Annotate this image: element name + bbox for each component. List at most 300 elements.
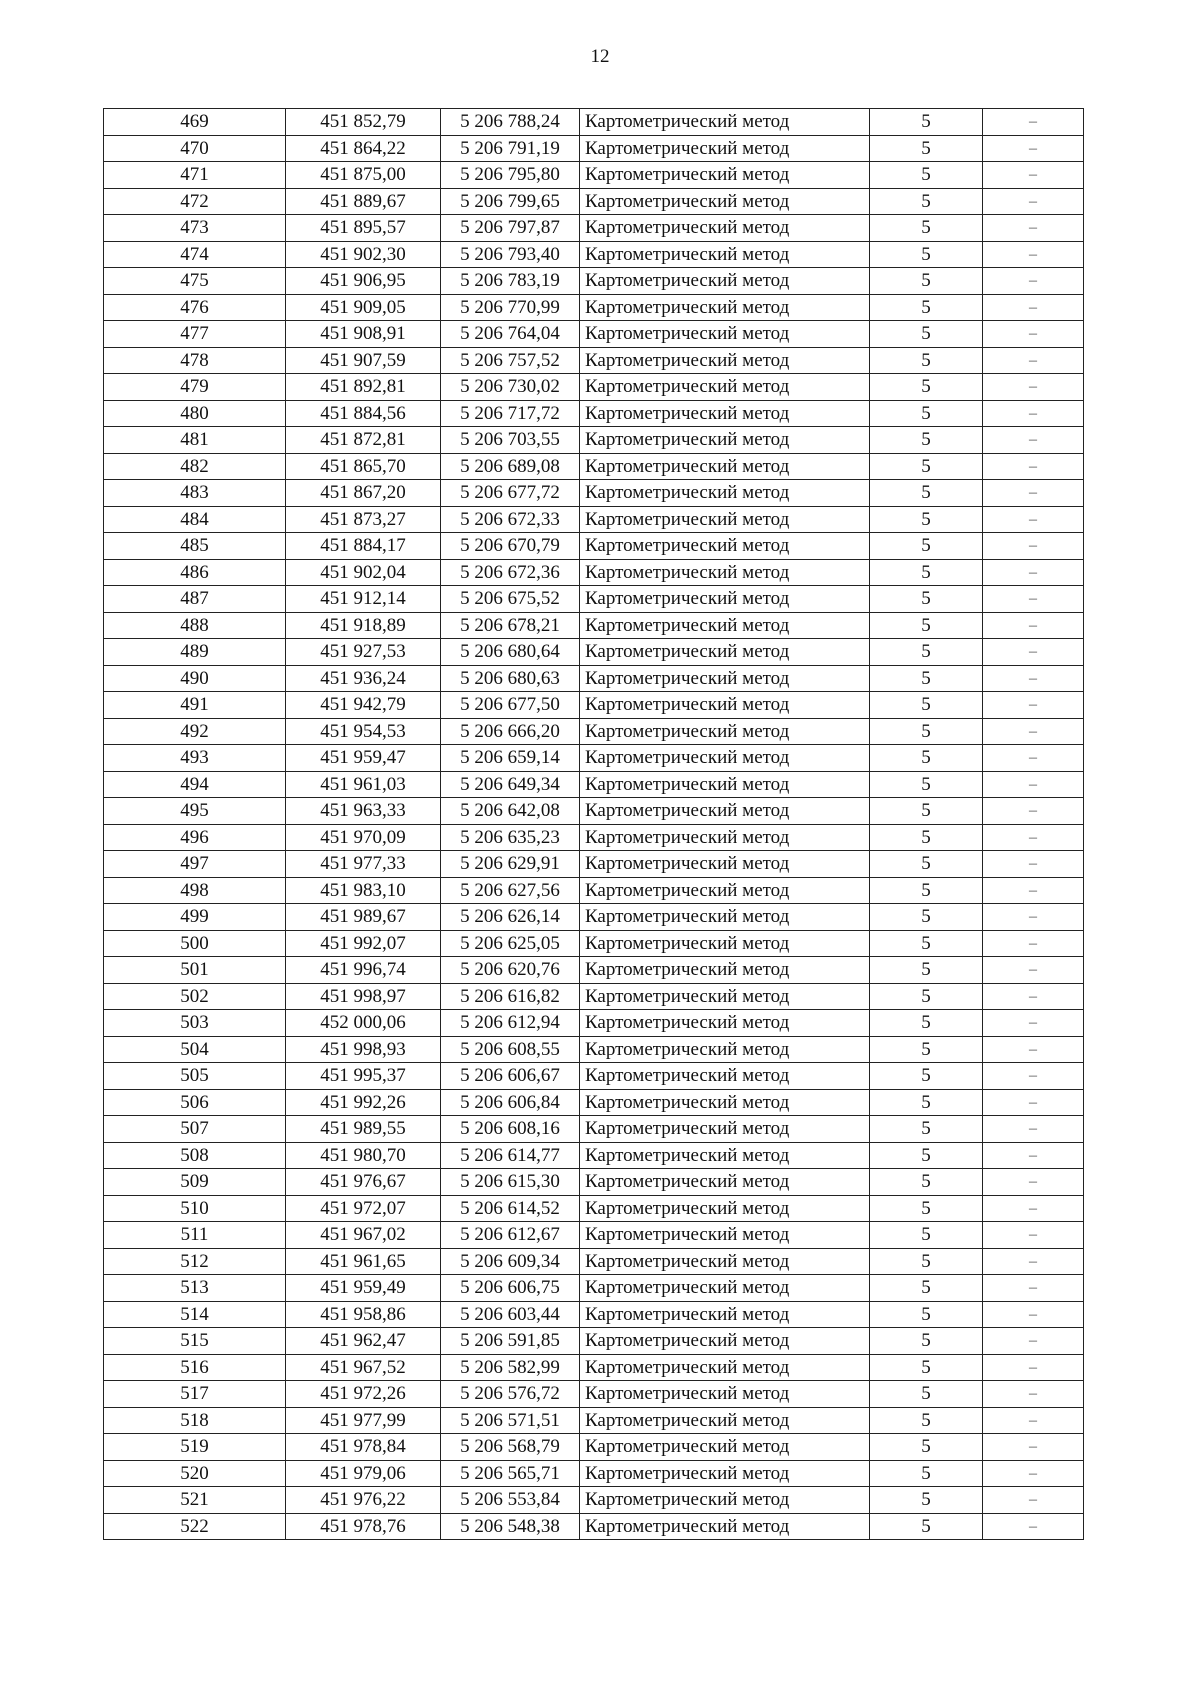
- accuracy-cell: 5: [870, 612, 983, 639]
- description-cell: –: [983, 1328, 1084, 1355]
- y-coordinate-cell: 5 206 576,72: [441, 1381, 580, 1408]
- description-cell: –: [983, 427, 1084, 454]
- x-coordinate-cell: 451 958,86: [286, 1301, 441, 1328]
- method-cell: Картометрический метод: [580, 1116, 870, 1143]
- coordinates-table-body: [104, 109, 1084, 1540]
- accuracy-cell: 5: [870, 400, 983, 427]
- table-row: [104, 1460, 1084, 1487]
- point-number-cell: 474: [104, 241, 286, 268]
- method-cell: Картометрический метод: [580, 1142, 870, 1169]
- description-cell: –: [983, 665, 1084, 692]
- y-coordinate-cell: 5 206 675,52: [441, 586, 580, 613]
- y-coordinate-cell: 5 206 680,64: [441, 639, 580, 666]
- method-cell: Картометрический метод: [580, 347, 870, 374]
- description-cell: –: [983, 453, 1084, 480]
- table-row: [104, 1513, 1084, 1540]
- y-coordinate-cell: 5 206 770,99: [441, 294, 580, 321]
- x-coordinate-cell: 451 864,22: [286, 135, 441, 162]
- accuracy-cell: 5: [870, 533, 983, 560]
- accuracy-cell: 5: [870, 347, 983, 374]
- table-row: [104, 188, 1084, 215]
- table-row: [104, 1195, 1084, 1222]
- y-coordinate-cell: 5 206 616,82: [441, 983, 580, 1010]
- description-cell: –: [983, 1407, 1084, 1434]
- accuracy-cell: 5: [870, 665, 983, 692]
- table-row: [104, 1434, 1084, 1461]
- x-coordinate-cell: 451 873,27: [286, 506, 441, 533]
- x-coordinate-cell: 451 872,81: [286, 427, 441, 454]
- y-coordinate-cell: 5 206 603,44: [441, 1301, 580, 1328]
- table-row: [104, 1328, 1084, 1355]
- description-cell: –: [983, 268, 1084, 295]
- method-cell: Картометрический метод: [580, 1036, 870, 1063]
- x-coordinate-cell: 451 962,47: [286, 1328, 441, 1355]
- table-row: [104, 1275, 1084, 1302]
- table-row: [104, 639, 1084, 666]
- description-cell: –: [983, 1275, 1084, 1302]
- method-cell: Картометрический метод: [580, 718, 870, 745]
- point-number-cell: 515: [104, 1328, 286, 1355]
- description-cell: –: [983, 188, 1084, 215]
- description-cell: –: [983, 1381, 1084, 1408]
- x-coordinate-cell: 451 979,06: [286, 1460, 441, 1487]
- method-cell: Картометрический метод: [580, 1248, 870, 1275]
- description-cell: –: [983, 957, 1084, 984]
- table-row: [104, 533, 1084, 560]
- x-coordinate-cell: 451 983,10: [286, 877, 441, 904]
- table-row: [104, 453, 1084, 480]
- y-coordinate-cell: 5 206 608,16: [441, 1116, 580, 1143]
- y-coordinate-cell: 5 206 677,50: [441, 692, 580, 719]
- x-coordinate-cell: 451 992,07: [286, 930, 441, 957]
- point-number-cell: 517: [104, 1381, 286, 1408]
- x-coordinate-cell: 451 906,95: [286, 268, 441, 295]
- accuracy-cell: 5: [870, 957, 983, 984]
- accuracy-cell: 5: [870, 771, 983, 798]
- table-row: [104, 824, 1084, 851]
- point-number-cell: 480: [104, 400, 286, 427]
- table-row: [104, 1169, 1084, 1196]
- method-cell: Картометрический метод: [580, 1354, 870, 1381]
- description-cell: –: [983, 1434, 1084, 1461]
- method-cell: Картометрический метод: [580, 109, 870, 136]
- accuracy-cell: 5: [870, 1116, 983, 1143]
- method-cell: Картометрический метод: [580, 135, 870, 162]
- table-row: [104, 586, 1084, 613]
- y-coordinate-cell: 5 206 606,84: [441, 1089, 580, 1116]
- y-coordinate-cell: 5 206 717,72: [441, 400, 580, 427]
- y-coordinate-cell: 5 206 642,08: [441, 798, 580, 825]
- description-cell: –: [983, 1487, 1084, 1514]
- y-coordinate-cell: 5 206 625,05: [441, 930, 580, 957]
- x-coordinate-cell: 451 967,02: [286, 1222, 441, 1249]
- y-coordinate-cell: 5 206 677,72: [441, 480, 580, 507]
- accuracy-cell: 5: [870, 1036, 983, 1063]
- x-coordinate-cell: 451 892,81: [286, 374, 441, 401]
- table-row: [104, 135, 1084, 162]
- method-cell: Картометрический метод: [580, 1301, 870, 1328]
- y-coordinate-cell: 5 206 680,63: [441, 665, 580, 692]
- accuracy-cell: 5: [870, 453, 983, 480]
- x-coordinate-cell: 451 902,04: [286, 559, 441, 586]
- accuracy-cell: 5: [870, 1222, 983, 1249]
- y-coordinate-cell: 5 206 614,52: [441, 1195, 580, 1222]
- method-cell: Картометрический метод: [580, 188, 870, 215]
- x-coordinate-cell: 451 972,26: [286, 1381, 441, 1408]
- y-coordinate-cell: 5 206 627,56: [441, 877, 580, 904]
- accuracy-cell: 5: [870, 321, 983, 348]
- point-number-cell: 477: [104, 321, 286, 348]
- accuracy-cell: 5: [870, 215, 983, 242]
- method-cell: Картометрический метод: [580, 1169, 870, 1196]
- table-row: [104, 1248, 1084, 1275]
- point-number-cell: 500: [104, 930, 286, 957]
- table-row: [104, 268, 1084, 295]
- point-number-cell: 502: [104, 983, 286, 1010]
- accuracy-cell: 5: [870, 480, 983, 507]
- method-cell: Картометрический метод: [580, 930, 870, 957]
- x-coordinate-cell: 451 978,84: [286, 1434, 441, 1461]
- method-cell: Картометрический метод: [580, 612, 870, 639]
- y-coordinate-cell: 5 206 635,23: [441, 824, 580, 851]
- point-number-cell: 478: [104, 347, 286, 374]
- table-row: [104, 877, 1084, 904]
- table-row: [104, 241, 1084, 268]
- table-row: [104, 506, 1084, 533]
- x-coordinate-cell: 451 970,09: [286, 824, 441, 851]
- accuracy-cell: 5: [870, 1381, 983, 1408]
- y-coordinate-cell: 5 206 626,14: [441, 904, 580, 931]
- description-cell: –: [983, 983, 1084, 1010]
- y-coordinate-cell: 5 206 670,79: [441, 533, 580, 560]
- point-number-cell: 483: [104, 480, 286, 507]
- method-cell: Картометрический метод: [580, 639, 870, 666]
- x-coordinate-cell: 451 875,00: [286, 162, 441, 189]
- accuracy-cell: 5: [870, 824, 983, 851]
- table-row: [104, 1354, 1084, 1381]
- accuracy-cell: 5: [870, 1513, 983, 1540]
- y-coordinate-cell: 5 206 553,84: [441, 1487, 580, 1514]
- y-coordinate-cell: 5 206 606,67: [441, 1063, 580, 1090]
- point-number-cell: 486: [104, 559, 286, 586]
- description-cell: –: [983, 374, 1084, 401]
- point-number-cell: 507: [104, 1116, 286, 1143]
- description-cell: –: [983, 1301, 1084, 1328]
- point-number-cell: 504: [104, 1036, 286, 1063]
- table-row: [104, 294, 1084, 321]
- description-cell: –: [983, 533, 1084, 560]
- accuracy-cell: 5: [870, 1354, 983, 1381]
- method-cell: Картометрический метод: [580, 957, 870, 984]
- accuracy-cell: 5: [870, 1089, 983, 1116]
- description-cell: –: [983, 347, 1084, 374]
- y-coordinate-cell: 5 206 689,08: [441, 453, 580, 480]
- y-coordinate-cell: 5 206 672,36: [441, 559, 580, 586]
- accuracy-cell: 5: [870, 162, 983, 189]
- point-number-cell: 488: [104, 612, 286, 639]
- point-number-cell: 513: [104, 1275, 286, 1302]
- accuracy-cell: 5: [870, 798, 983, 825]
- description-cell: –: [983, 1036, 1084, 1063]
- description-cell: –: [983, 1222, 1084, 1249]
- description-cell: –: [983, 745, 1084, 772]
- accuracy-cell: 5: [870, 1142, 983, 1169]
- point-number-cell: 471: [104, 162, 286, 189]
- x-coordinate-cell: 451 989,55: [286, 1116, 441, 1143]
- method-cell: Картометрический метод: [580, 1089, 870, 1116]
- point-number-cell: 519: [104, 1434, 286, 1461]
- x-coordinate-cell: 451 967,52: [286, 1354, 441, 1381]
- x-coordinate-cell: 451 980,70: [286, 1142, 441, 1169]
- y-coordinate-cell: 5 206 571,51: [441, 1407, 580, 1434]
- x-coordinate-cell: 451 961,03: [286, 771, 441, 798]
- y-coordinate-cell: 5 206 659,14: [441, 745, 580, 772]
- method-cell: Картометрический метод: [580, 374, 870, 401]
- table-row: [104, 1142, 1084, 1169]
- description-cell: –: [983, 400, 1084, 427]
- table-row: [104, 957, 1084, 984]
- point-number-cell: 496: [104, 824, 286, 851]
- method-cell: Картометрический метод: [580, 427, 870, 454]
- table-row: [104, 400, 1084, 427]
- table-row: [104, 665, 1084, 692]
- point-number-cell: 482: [104, 453, 286, 480]
- description-cell: –: [983, 162, 1084, 189]
- point-number-cell: 521: [104, 1487, 286, 1514]
- x-coordinate-cell: 452 000,06: [286, 1010, 441, 1037]
- accuracy-cell: 5: [870, 930, 983, 957]
- page-number: 12: [590, 46, 610, 67]
- x-coordinate-cell: 451 989,67: [286, 904, 441, 931]
- accuracy-cell: 5: [870, 1248, 983, 1275]
- point-number-cell: 493: [104, 745, 286, 772]
- point-number-cell: 511: [104, 1222, 286, 1249]
- accuracy-cell: 5: [870, 1460, 983, 1487]
- x-coordinate-cell: 451 902,30: [286, 241, 441, 268]
- y-coordinate-cell: 5 206 795,80: [441, 162, 580, 189]
- x-coordinate-cell: 451 867,20: [286, 480, 441, 507]
- description-cell: –: [983, 904, 1084, 931]
- point-number-cell: 516: [104, 1354, 286, 1381]
- description-cell: –: [983, 480, 1084, 507]
- point-number-cell: 487: [104, 586, 286, 613]
- point-number-cell: 497: [104, 851, 286, 878]
- accuracy-cell: 5: [870, 1328, 983, 1355]
- accuracy-cell: 5: [870, 427, 983, 454]
- table-row: [104, 930, 1084, 957]
- accuracy-cell: 5: [870, 1195, 983, 1222]
- method-cell: Картометрический метод: [580, 215, 870, 242]
- x-coordinate-cell: 451 909,05: [286, 294, 441, 321]
- x-coordinate-cell: 451 961,65: [286, 1248, 441, 1275]
- x-coordinate-cell: 451 865,70: [286, 453, 441, 480]
- table-row: [104, 374, 1084, 401]
- y-coordinate-cell: 5 206 568,79: [441, 1434, 580, 1461]
- method-cell: Картометрический метод: [580, 321, 870, 348]
- accuracy-cell: 5: [870, 877, 983, 904]
- point-number-cell: 499: [104, 904, 286, 931]
- table-row: [104, 1381, 1084, 1408]
- table-row: [104, 612, 1084, 639]
- table-row: [104, 1036, 1084, 1063]
- accuracy-cell: 5: [870, 745, 983, 772]
- x-coordinate-cell: 451 907,59: [286, 347, 441, 374]
- accuracy-cell: 5: [870, 1407, 983, 1434]
- description-cell: –: [983, 294, 1084, 321]
- accuracy-cell: 5: [870, 692, 983, 719]
- description-cell: –: [983, 109, 1084, 136]
- point-number-cell: 514: [104, 1301, 286, 1328]
- description-cell: –: [983, 851, 1084, 878]
- table-row: [104, 215, 1084, 242]
- description-cell: –: [983, 1513, 1084, 1540]
- y-coordinate-cell: 5 206 609,34: [441, 1248, 580, 1275]
- description-cell: –: [983, 824, 1084, 851]
- point-number-cell: 520: [104, 1460, 286, 1487]
- table-row: [104, 745, 1084, 772]
- table-row: [104, 771, 1084, 798]
- method-cell: Картометрический метод: [580, 1381, 870, 1408]
- method-cell: Картометрический метод: [580, 745, 870, 772]
- y-coordinate-cell: 5 206 797,87: [441, 215, 580, 242]
- y-coordinate-cell: 5 206 582,99: [441, 1354, 580, 1381]
- point-number-cell: 495: [104, 798, 286, 825]
- coordinates-table: [103, 108, 1084, 1540]
- description-cell: –: [983, 1169, 1084, 1196]
- method-cell: Картометрический метод: [580, 1275, 870, 1302]
- description-cell: –: [983, 1063, 1084, 1090]
- point-number-cell: 485: [104, 533, 286, 560]
- table-row: [104, 1407, 1084, 1434]
- point-number-cell: 512: [104, 1248, 286, 1275]
- description-cell: –: [983, 877, 1084, 904]
- method-cell: Картометрический метод: [580, 1328, 870, 1355]
- accuracy-cell: 5: [870, 1169, 983, 1196]
- x-coordinate-cell: 451 998,93: [286, 1036, 441, 1063]
- accuracy-cell: 5: [870, 983, 983, 1010]
- y-coordinate-cell: 5 206 606,75: [441, 1275, 580, 1302]
- point-number-cell: 509: [104, 1169, 286, 1196]
- point-number-cell: 489: [104, 639, 286, 666]
- point-number-cell: 481: [104, 427, 286, 454]
- method-cell: Картометрический метод: [580, 1063, 870, 1090]
- point-number-cell: 473: [104, 215, 286, 242]
- method-cell: Картометрический метод: [580, 1460, 870, 1487]
- accuracy-cell: 5: [870, 268, 983, 295]
- table-row: [104, 162, 1084, 189]
- accuracy-cell: 5: [870, 1063, 983, 1090]
- y-coordinate-cell: 5 206 612,67: [441, 1222, 580, 1249]
- y-coordinate-cell: 5 206 788,24: [441, 109, 580, 136]
- method-cell: Картометрический метод: [580, 1407, 870, 1434]
- y-coordinate-cell: 5 206 620,76: [441, 957, 580, 984]
- y-coordinate-cell: 5 206 548,38: [441, 1513, 580, 1540]
- point-number-cell: 491: [104, 692, 286, 719]
- y-coordinate-cell: 5 206 612,94: [441, 1010, 580, 1037]
- method-cell: Картометрический метод: [580, 1195, 870, 1222]
- table-row: [104, 1063, 1084, 1090]
- method-cell: Картометрический метод: [580, 162, 870, 189]
- y-coordinate-cell: 5 206 565,71: [441, 1460, 580, 1487]
- accuracy-cell: 5: [870, 559, 983, 586]
- description-cell: –: [983, 798, 1084, 825]
- method-cell: Картометрический метод: [580, 1010, 870, 1037]
- table-row: [104, 1487, 1084, 1514]
- description-cell: –: [983, 1089, 1084, 1116]
- method-cell: Картометрический метод: [580, 1434, 870, 1461]
- description-cell: –: [983, 1116, 1084, 1143]
- method-cell: Картометрический метод: [580, 1487, 870, 1514]
- accuracy-cell: 5: [870, 1010, 983, 1037]
- y-coordinate-cell: 5 206 730,02: [441, 374, 580, 401]
- table-row: [104, 480, 1084, 507]
- point-number-cell: 503: [104, 1010, 286, 1037]
- point-number-cell: 501: [104, 957, 286, 984]
- x-coordinate-cell: 451 889,67: [286, 188, 441, 215]
- method-cell: Картометрический метод: [580, 400, 870, 427]
- description-cell: –: [983, 1354, 1084, 1381]
- point-number-cell: 508: [104, 1142, 286, 1169]
- accuracy-cell: 5: [870, 851, 983, 878]
- x-coordinate-cell: 451 996,74: [286, 957, 441, 984]
- accuracy-cell: 5: [870, 904, 983, 931]
- x-coordinate-cell: 451 936,24: [286, 665, 441, 692]
- method-cell: Картометрический метод: [580, 453, 870, 480]
- accuracy-cell: 5: [870, 374, 983, 401]
- table-row: [104, 718, 1084, 745]
- table-row: [104, 983, 1084, 1010]
- table-row: [104, 1089, 1084, 1116]
- method-cell: Картометрический метод: [580, 665, 870, 692]
- description-cell: –: [983, 692, 1084, 719]
- description-cell: –: [983, 1010, 1084, 1037]
- description-cell: –: [983, 241, 1084, 268]
- point-number-cell: 475: [104, 268, 286, 295]
- description-cell: –: [983, 1248, 1084, 1275]
- description-cell: –: [983, 215, 1084, 242]
- y-coordinate-cell: 5 206 791,19: [441, 135, 580, 162]
- accuracy-cell: 5: [870, 1301, 983, 1328]
- table-row: [104, 1222, 1084, 1249]
- x-coordinate-cell: 451 918,89: [286, 612, 441, 639]
- y-coordinate-cell: 5 206 649,34: [441, 771, 580, 798]
- accuracy-cell: 5: [870, 1487, 983, 1514]
- method-cell: Картометрический метод: [580, 480, 870, 507]
- x-coordinate-cell: 451 976,22: [286, 1487, 441, 1514]
- method-cell: Картометрический метод: [580, 771, 870, 798]
- table-row: [104, 347, 1084, 374]
- table-row: [104, 109, 1084, 136]
- method-cell: Картометрический метод: [580, 983, 870, 1010]
- x-coordinate-cell: 451 976,67: [286, 1169, 441, 1196]
- table-row: [104, 851, 1084, 878]
- y-coordinate-cell: 5 206 591,85: [441, 1328, 580, 1355]
- table-row: [104, 1301, 1084, 1328]
- x-coordinate-cell: 451 927,53: [286, 639, 441, 666]
- point-number-cell: 470: [104, 135, 286, 162]
- method-cell: Картометрический метод: [580, 1513, 870, 1540]
- point-number-cell: 472: [104, 188, 286, 215]
- table-row: [104, 427, 1084, 454]
- point-number-cell: 492: [104, 718, 286, 745]
- x-coordinate-cell: 451 954,53: [286, 718, 441, 745]
- point-number-cell: 522: [104, 1513, 286, 1540]
- table-row: [104, 1116, 1084, 1143]
- y-coordinate-cell: 5 206 764,04: [441, 321, 580, 348]
- point-number-cell: 518: [104, 1407, 286, 1434]
- table-row: [104, 692, 1084, 719]
- method-cell: Картометрический метод: [580, 904, 870, 931]
